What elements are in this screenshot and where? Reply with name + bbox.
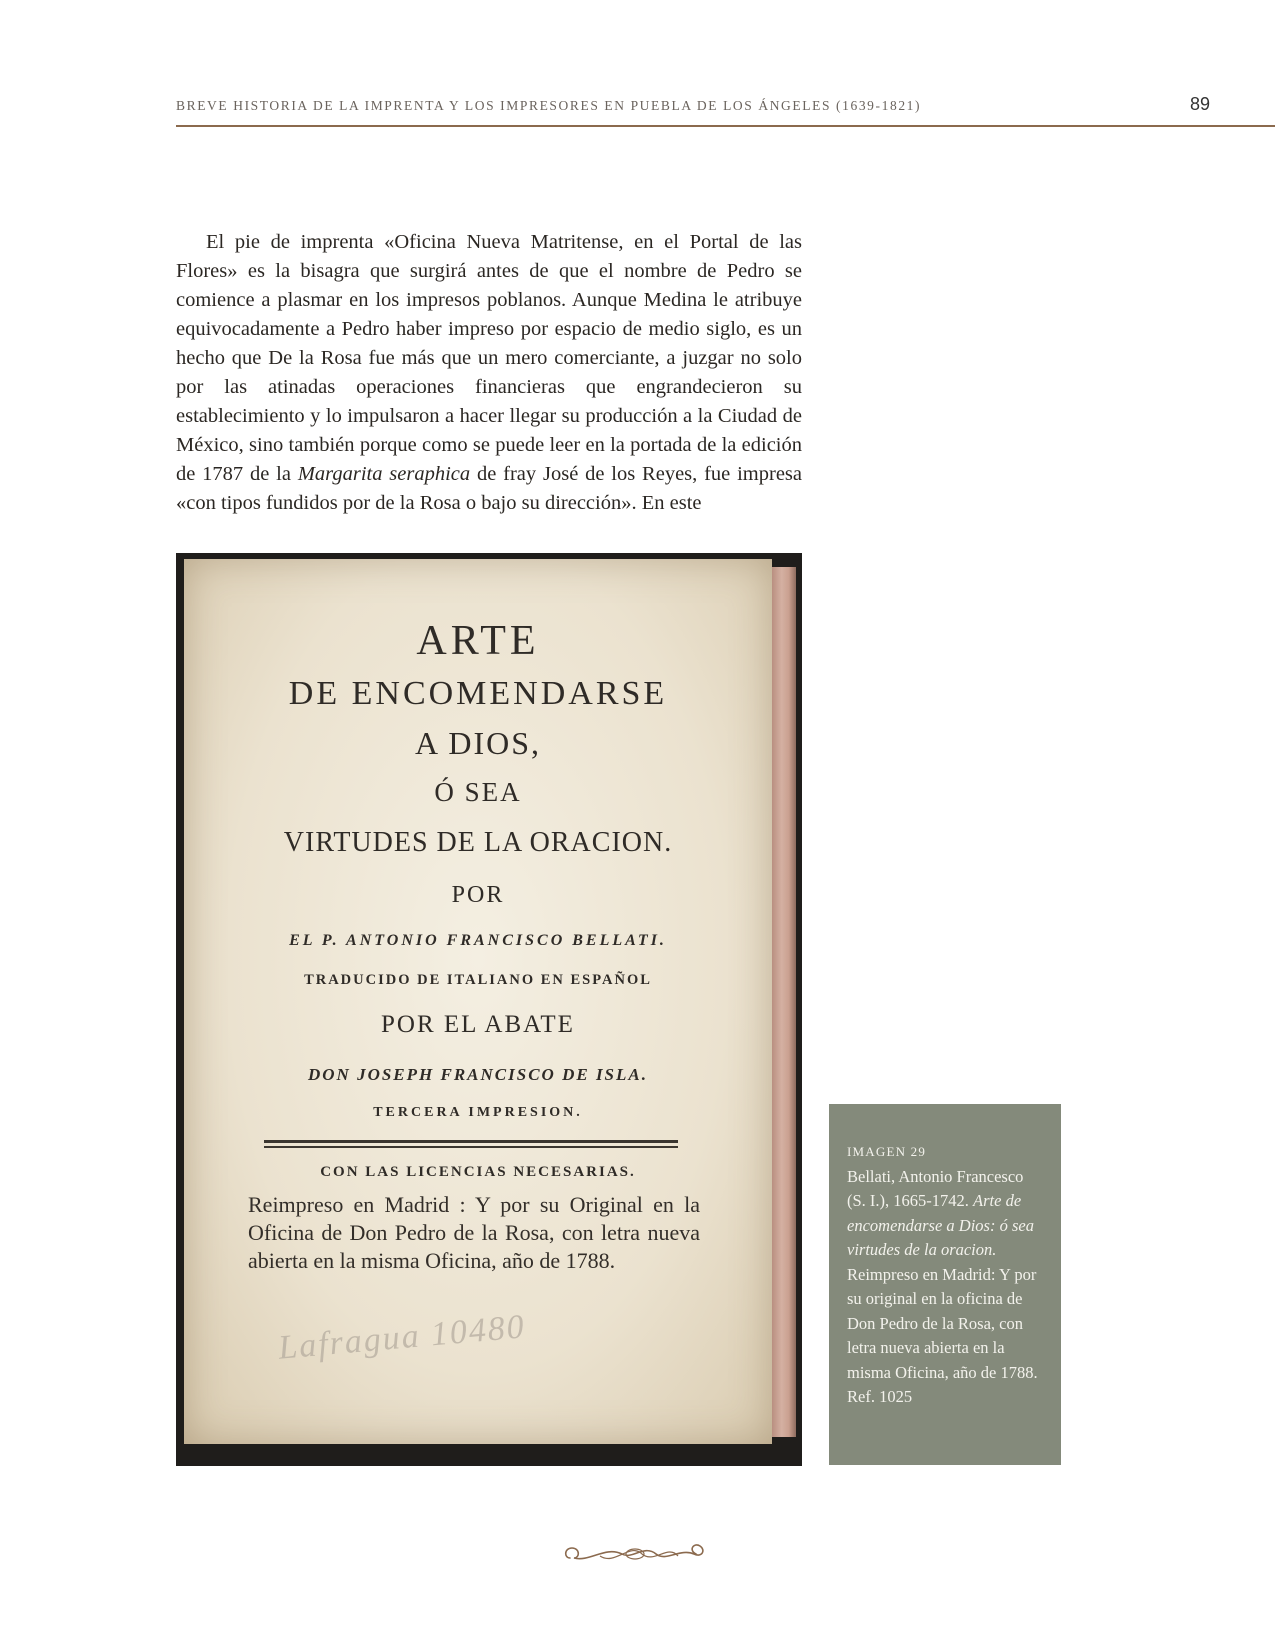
caption-ref: Ref. 1025 — [847, 1387, 913, 1406]
page-number: 89 — [1190, 94, 1211, 114]
image-caption — [829, 1104, 1061, 1465]
tp-title-dios: A DIOS, — [414, 725, 541, 761]
tp-translator: DON JOSEPH FRANCISCO DE ISLA. — [308, 1065, 648, 1084]
tp-handwritten-note: Lafragua 10480 — [276, 1308, 528, 1367]
caption-text — [847, 1140, 1043, 1410]
tp-edition: TERCERA IMPRESION. — [373, 1105, 583, 1120]
paragraph-text-1: El pie de imprenta «Oficina Nueva Matritense, en el Portal de las Flores» es la bisagra que surgirá antes de que el nombre de Pedro se comience a plasmar en los impresos poblanos. Aunque Medina le atribuye equivocadamente a Pedro haber impreso por espacio de medio siglo, es un hecho que De la Rosa fue más que un mero comerciante, a juzgar no solo por las atinadas operaciones financieras que engrandecieron su establecimiento y lo impulsaron a hacer llegar su producción a la Ciudad de México, sino también porque como se puede leer en la portada de la edición de 1787 de la — [176, 231, 802, 485]
book-page-edges — [772, 567, 796, 1437]
flourish-ornament-icon — [560, 1536, 710, 1572]
tp-title-virtudes: VIRTUDES DE LA ORACION. — [283, 827, 673, 858]
tp-translated: TRADUCIDO DE ITALIANO EN ESPAÑOL — [304, 972, 652, 988]
tp-imprint: Reimpreso en Madrid : Y por su Original en la Oficina de Don Pedro de la Rosa, con letra nueva abierta en la misma Oficina, año de 1788. — [248, 1192, 700, 1273]
tp-title-osea: Ó SEA — [434, 777, 522, 807]
tp-por: POR — [451, 882, 505, 908]
tp-title-encomendarse: DE ENCOMENDARSE — [288, 675, 668, 712]
paragraph-text-2: de fray José de los Reyes, fue impresa «con tipos fundidos por de la Rosa o bajo su dirección». En este — [176, 463, 802, 514]
caption-imprint: Reimpreso en Madrid: Y por su original en la oficina de Don Pedro de la Rosa, con letra nueva abierta en la misma Oficina, año de 1788. — [847, 1264, 1038, 1382]
book-title-italic: Margarita seraphica — [297, 463, 471, 485]
book-page — [184, 559, 772, 1444]
body-paragraph — [176, 228, 802, 518]
tp-rule — [264, 1146, 678, 1148]
caption-author: Bellati, Antonio Francesco (S. I.), 1665-1742. — [847, 1166, 1024, 1210]
tp-author: EL P. ANTONIO FRANCISCO BELLATI. — [289, 932, 667, 949]
running-head: BREVE HISTORIA DE LA IMPRENTA Y LOS IMPRESORES EN PUEBLA DE LOS ÁNGELES (1639-1821) — [176, 98, 922, 113]
caption-label: IMAGEN 29 — [847, 1144, 927, 1159]
caption-body — [847, 1165, 1043, 1386]
tp-rule — [264, 1140, 678, 1143]
title-page-photo — [176, 553, 802, 1466]
header-rule — [176, 125, 1275, 127]
caption-title: Arte de encomendarse a Dios: ó sea virtudes de la oracion. — [847, 1191, 1034, 1259]
tp-title-arte: ARTE — [416, 618, 540, 664]
tp-por-abate: POR EL ABATE — [381, 1011, 575, 1038]
tp-licenses: CON LAS LICENCIAS NECESARIAS. — [320, 1164, 636, 1180]
